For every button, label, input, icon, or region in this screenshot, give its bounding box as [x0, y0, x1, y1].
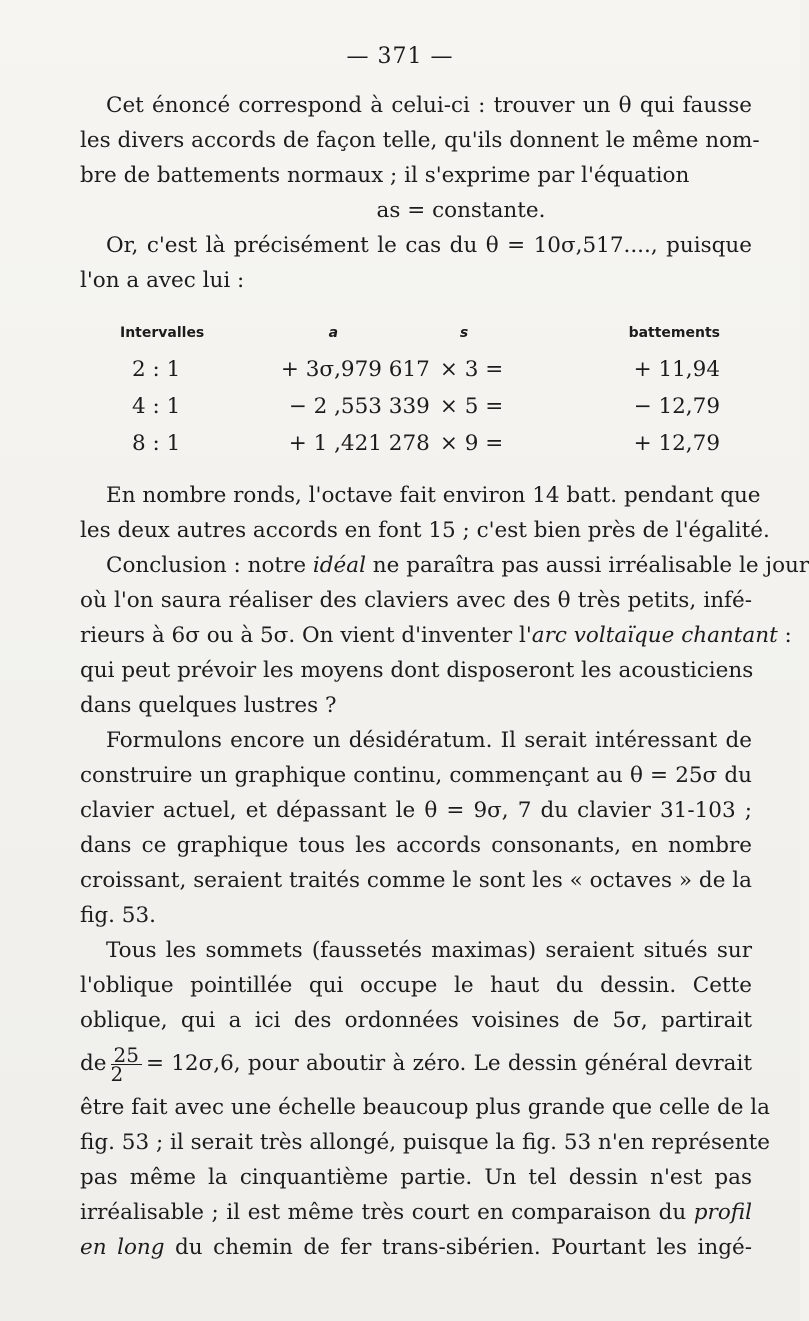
fraction	[110, 1042, 142, 1086]
text-run: irréalisable ; il est même très court en comparaison du	[80, 1200, 694, 1225]
text-run: du chemin de fer trans-sibérien. Pourtant les ingé-	[164, 1235, 752, 1260]
paragraph-6	[80, 933, 771, 1265]
table-row	[120, 425, 720, 462]
table-row	[120, 351, 720, 388]
text-line	[80, 548, 809, 583]
row-beats: + 11,94	[633, 357, 720, 382]
text-line: clavier actuel, et dépassant le θ = 9σ, 7 du clavier 31-103 ;	[80, 798, 752, 823]
text-line	[80, 1195, 752, 1230]
text-line: Cet énoncé correspond à celui-ci : trouver un θ qui fausse	[106, 93, 752, 118]
table-header	[120, 316, 720, 351]
text-line: dans ce graphique tous les accords consonants, en nombre	[80, 833, 752, 858]
header-intervals: Intervalles	[120, 325, 205, 341]
text-line: Tous les sommets (faussetés maximas) seraient situés sur	[106, 938, 752, 963]
fraction-denominator: 2	[110, 1061, 124, 1086]
row-beats: − 12,79	[633, 394, 720, 419]
row-s: × 3 =	[439, 357, 504, 382]
text-run: ne paraîtra pas aussi irréalisable le jour	[365, 553, 809, 578]
table-row	[120, 388, 720, 425]
text-line: oblique, qui a ici des ordonnées voisines de 5σ, partirait	[80, 1008, 752, 1033]
text-line: qui peut prévoir les moyens dont disposeront les acousticiens	[80, 658, 754, 683]
text-line: les deux autres accords en font 15 ; c'est bien près de l'égalité.	[80, 518, 770, 543]
row-a: − 2 ,553 339	[288, 394, 430, 419]
text-line	[80, 1230, 752, 1265]
beats-table	[120, 316, 720, 462]
text-line: construire un graphique continu, commençant au θ = 25σ du	[80, 763, 752, 788]
text-line: Formulons encore un désidératum. Il serait intéressant de	[106, 728, 752, 753]
text-line: En nombre ronds, l'octave fait environ 14 batt. pendant que	[106, 483, 761, 508]
text-line: les divers accords de façon telle, qu'ils donnent le même nom-	[80, 128, 760, 153]
text-run: de	[80, 1051, 107, 1076]
text-line: fig. 53.	[80, 903, 156, 928]
paragraph-3	[80, 478, 770, 548]
paragraph-5	[80, 723, 752, 933]
text-line: Or, c'est là précisément le cas du θ = 10σ,517...., puisque	[106, 233, 752, 258]
text-line: dans quelques lustres ?	[80, 693, 337, 718]
text-line: l'on a avec lui :	[80, 268, 245, 293]
text-line: fig. 53 ; il serait très allongé, puisque la fig. 53 n'en représente	[80, 1130, 770, 1155]
row-a: + 1 ,421 278	[288, 431, 430, 456]
text-line: bre de battements normaux ; il s'exprime par l'équation	[80, 163, 690, 188]
paragraph-1	[80, 88, 760, 193]
row-interval: 4 : 1	[132, 394, 181, 419]
emphasis-text: idéal	[312, 553, 366, 578]
header-s: s	[459, 325, 469, 341]
row-a: + 3σ,979 617	[280, 357, 430, 382]
body-text	[80, 88, 809, 1265]
text-run: :	[777, 623, 792, 648]
row-beats: + 12,79	[633, 431, 720, 456]
text-line	[80, 618, 792, 653]
fraction-numerator: 25	[111, 1046, 142, 1065]
text-line: l'oblique pointillée qui occupe le haut du dessin. Cette	[80, 973, 752, 998]
paragraph-2	[80, 228, 752, 298]
equation: as = constante.	[376, 198, 546, 223]
emphasis-text: arc voltaïque chantant	[531, 623, 778, 648]
header-beats: battements	[628, 325, 720, 341]
page-number: — 371 —	[346, 44, 454, 69]
row-interval: 2 : 1	[132, 357, 181, 382]
text-line-fraction	[80, 1038, 752, 1090]
text-line: croissant, seraient traités comme le sont les « octaves » de la	[80, 868, 752, 893]
text-run: = 12σ,6, pour aboutir à zéro. Le dessin général devrait	[145, 1051, 752, 1076]
emphasis-text: profil	[693, 1200, 752, 1225]
text-line: pas même la cinquantième partie. Un tel dessin n'est pas	[80, 1165, 752, 1190]
text-run: rieurs à 6σ ou à 5σ. On vient d'inventer l'	[80, 623, 532, 648]
paragraph-4	[80, 548, 809, 723]
row-interval: 8 : 1	[132, 431, 181, 456]
row-s: × 9 =	[439, 431, 504, 456]
emphasis-text: en long	[80, 1235, 165, 1260]
text-line: où l'on saura réaliser des claviers avec des θ très petits, infé-	[80, 588, 752, 613]
text-run: Conclusion : notre	[106, 553, 313, 578]
header-a: a	[328, 325, 339, 341]
row-s: × 5 =	[439, 394, 504, 419]
text-line: être fait avec une échelle beaucoup plus grande que celle de la	[80, 1095, 771, 1120]
